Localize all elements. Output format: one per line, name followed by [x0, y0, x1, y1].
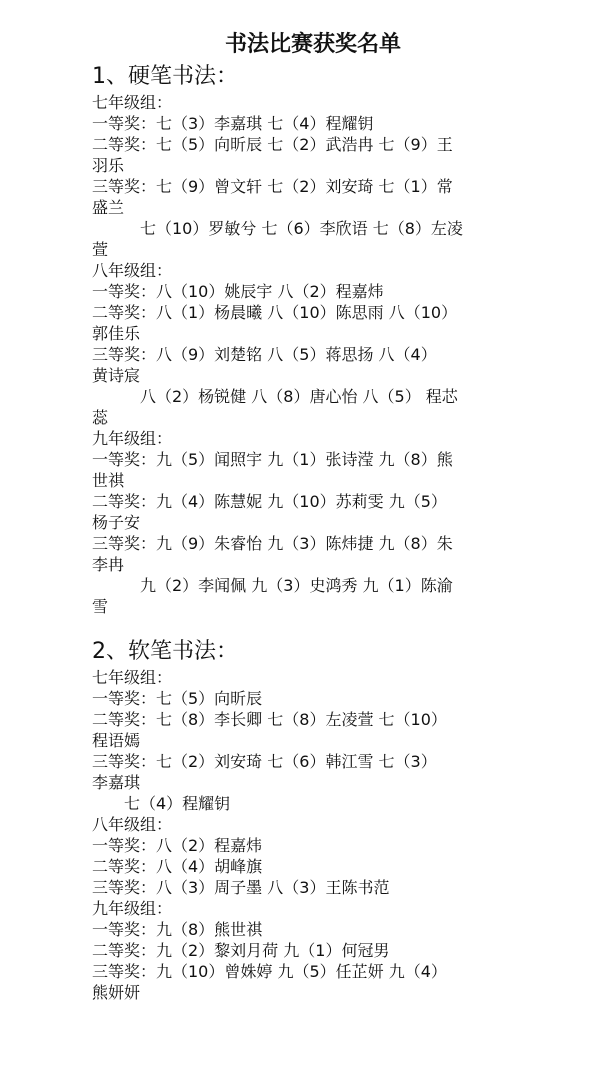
award-line-continuation: 黄诗宸: [92, 366, 141, 385]
section-heading: 1、硬笔书法：: [92, 64, 238, 89]
award-line: 二等奖：八（1）杨晨曦 八（10）陈思雨 八（10）: [92, 303, 458, 322]
group-label: 九年级组：: [92, 429, 173, 448]
section-brush: [92, 637, 512, 1003]
award-line-indented: 七（10）罗敏兮 七（6）李欣语 七（8）左凌: [140, 219, 463, 238]
group-label: 九年级组：: [92, 899, 173, 918]
award-line-continuation: 杨子安: [92, 513, 141, 532]
award-line-continuation: 盛兰: [92, 198, 125, 217]
group-label: 八年级组：: [92, 815, 173, 834]
award-line: 二等奖：七（5）向昕辰 七（2）武浩冉 七（9）王: [92, 135, 453, 154]
award-line-continuation: 李嘉琪: [92, 773, 141, 792]
group-label: 七年级组：: [92, 93, 173, 112]
award-line: 二等奖：九（2）黎刘月荷 九（1）何冠男: [92, 941, 390, 960]
award-line-continuation: 蕊: [92, 408, 109, 427]
award-line-continuation: 李冉: [92, 555, 125, 574]
award-line-indented: 八（2）杨锐健 八（8）唐心怡 八（5） 程芯: [140, 387, 458, 406]
award-line: 三等奖：七（2）刘安琦 七（6）韩江雪 七（3）: [92, 752, 437, 771]
award-line-continuation: 雪: [92, 597, 109, 616]
group-label: 七年级组：: [92, 668, 173, 687]
award-line: 三等奖：九（9）朱睿怡 九（3）陈炜捷 九（8）朱: [92, 534, 453, 553]
award-line: 一等奖：七（3）李嘉琪 七（4）程耀钥: [92, 114, 374, 133]
award-line-continuation: 羽乐: [92, 156, 125, 175]
group-label: 八年级组：: [92, 261, 173, 280]
award-line: 二等奖：八（4）胡峰旗: [92, 857, 263, 876]
award-line-indented: 七（4）程耀钥: [124, 794, 231, 813]
award-line-continuation: 萱: [92, 240, 109, 259]
award-line: 二等奖：七（8）李长卿 七（8）左凌萱 七（10）: [92, 710, 447, 729]
award-line: 二等奖：九（4）陈慧妮 九（10）苏莉雯 九（5）: [92, 492, 447, 511]
award-line: 一等奖：九（5）闻照宇 九（1）张诗滢 九（8）熊: [92, 450, 453, 469]
section-hard-pen: [92, 62, 512, 617]
award-line: 三等奖：八（9）刘楚铭 八（5）蒋思扬 八（4）: [92, 345, 437, 364]
document-title: 书法比赛获奖名单: [224, 32, 401, 57]
award-line: 一等奖：七（5）向昕辰: [92, 689, 263, 708]
award-line: 一等奖：八（10）姚辰宇 八（2）程嘉炜: [92, 282, 384, 301]
award-line: 一等奖：八（2）程嘉炜: [92, 836, 263, 855]
award-line: 三等奖：八（3）周子墨 八（3）王陈书范: [92, 878, 390, 897]
award-line-continuation: 郭佳乐: [92, 324, 141, 343]
award-line: 三等奖：九（10）曾姝婷 九（5）任芷妍 九（4）: [92, 962, 447, 981]
award-line-continuation: 熊妍妍: [92, 983, 141, 1002]
award-line: 一等奖：九（8）熊世祺: [92, 920, 263, 939]
award-line-continuation: 世祺: [92, 471, 125, 490]
award-line-indented: 九（2）李闻佩 九（3）史鸿秀 九（1）陈渝: [140, 576, 453, 595]
award-line-continuation: 程语嫣: [92, 731, 141, 750]
section-heading: 2、软笔书法：: [92, 639, 238, 664]
award-line: 三等奖：七（9）曾文轩 七（2）刘安琦 七（1）常: [92, 177, 453, 196]
